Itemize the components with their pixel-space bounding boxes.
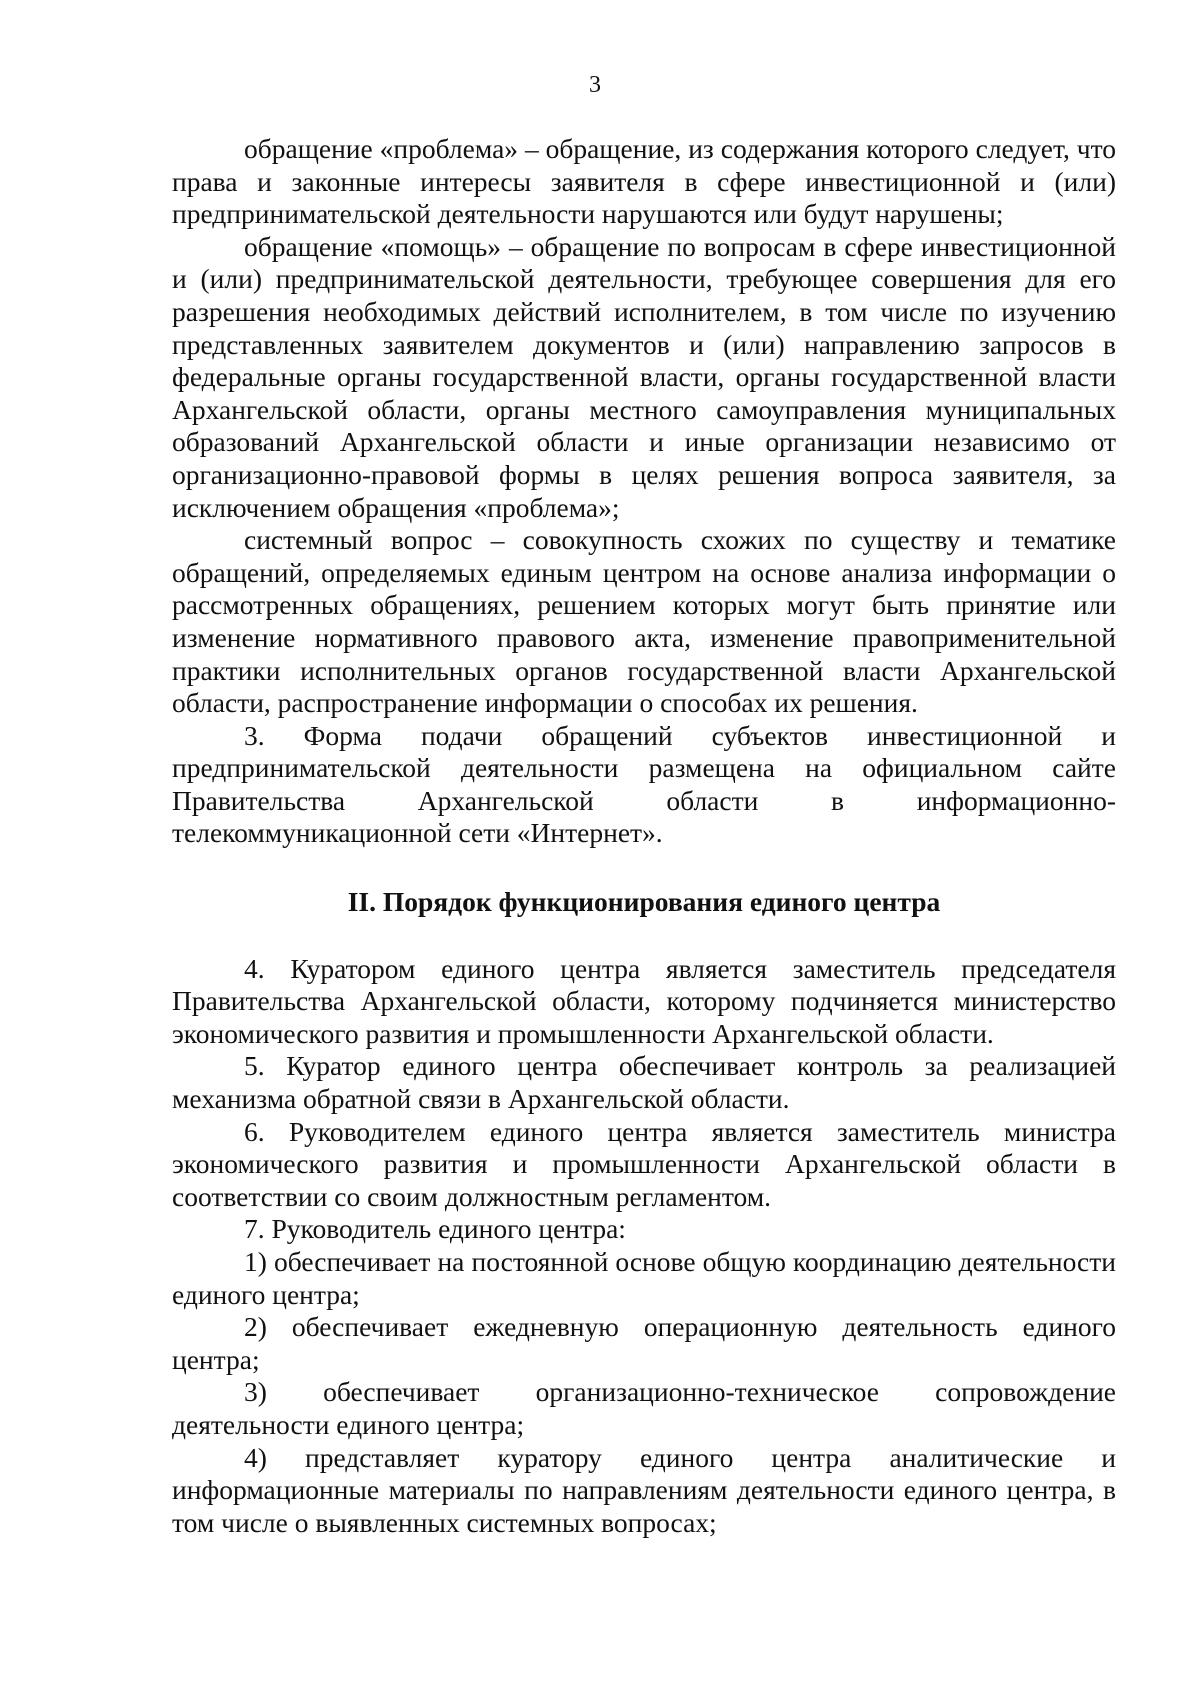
document-body <box>172 133 1116 1539</box>
paragraph: 4. Куратором единого центра является заместитель председателя Правительства Архангельской области, которому подчиняется министерство экономического развития и промышленности Архангельской области. <box>172 952 1116 1049</box>
list-item: 4) представляет куратору единого центра аналитические и информационные материалы по направлениям деятельности единого центра, в том числе о выявленных системных вопросах; <box>172 1441 1116 1538</box>
page-number: 3 <box>589 72 601 98</box>
paragraph: 6. Руководителем единого центра является заместитель министра экономического развития и промышленности Архангельской области в соответствии со своим должностным регламентом. <box>172 1115 1116 1212</box>
paragraph: системный вопрос – совокупность схожих по существу и тематике обращений, определяемых единым центром на основе анализа информации о рассмотренных обращениях, решением которых могут быть принятие или изменение нормативного правового акта, изменение правоприменительной практики исполнительных органов государственной власти Архангельской области, распространение информации о способах их решения. <box>172 524 1116 719</box>
list-item: 1) обеспечивает на постоянной основе общую координацию деятельности единого центра; <box>172 1246 1116 1310</box>
paragraph: 5. Куратор единого центра обеспечивает контроль за реализацией механизма обратной связи в Архангельской области. <box>172 1050 1116 1115</box>
list-item: 3) обеспечивает организационно-техническое сопровождение деятельности единого центра; <box>172 1376 1116 1440</box>
paragraph: 7. Руководитель единого центра: <box>244 1213 626 1245</box>
section-heading: II. Порядок функционирования единого центра <box>347 886 941 918</box>
paragraph: обращение «помощь» – обращение по вопросам в сфере инвестиционной и (или) предпринимательской деятельности, требующее совершения для его разрешения необходимых действий исполнителем, в том числе по изучению представленных заявителем документов и (или) направлению запросов в федеральные органы государственной власти, органы государственной власти Архангельской области, органы местного самоуправления муниципальных образований Архангельской области и иные организации независимо от организационно-правовой формы в целях решения вопроса заявителя, за исключением обращения «проблема»; <box>172 230 1116 523</box>
list-item: 2) обеспечивает ежедневную операционную деятельность единого центра; <box>172 1311 1116 1375</box>
paragraph: обращение «проблема» – обращение, из содержания которого следует, что права и законные интересы заявителя в сфере инвестиционной и (или) предпринимательской деятельности нарушаются или будут нарушены; <box>172 133 1116 230</box>
paragraph: 3. Форма подачи обращений субъектов инвестиционной и предпринимательской деятельности размещена на официальном сайте Правительства Архангельской области в информационно-телекоммуникационной сети «Интернет». <box>172 719 1116 849</box>
